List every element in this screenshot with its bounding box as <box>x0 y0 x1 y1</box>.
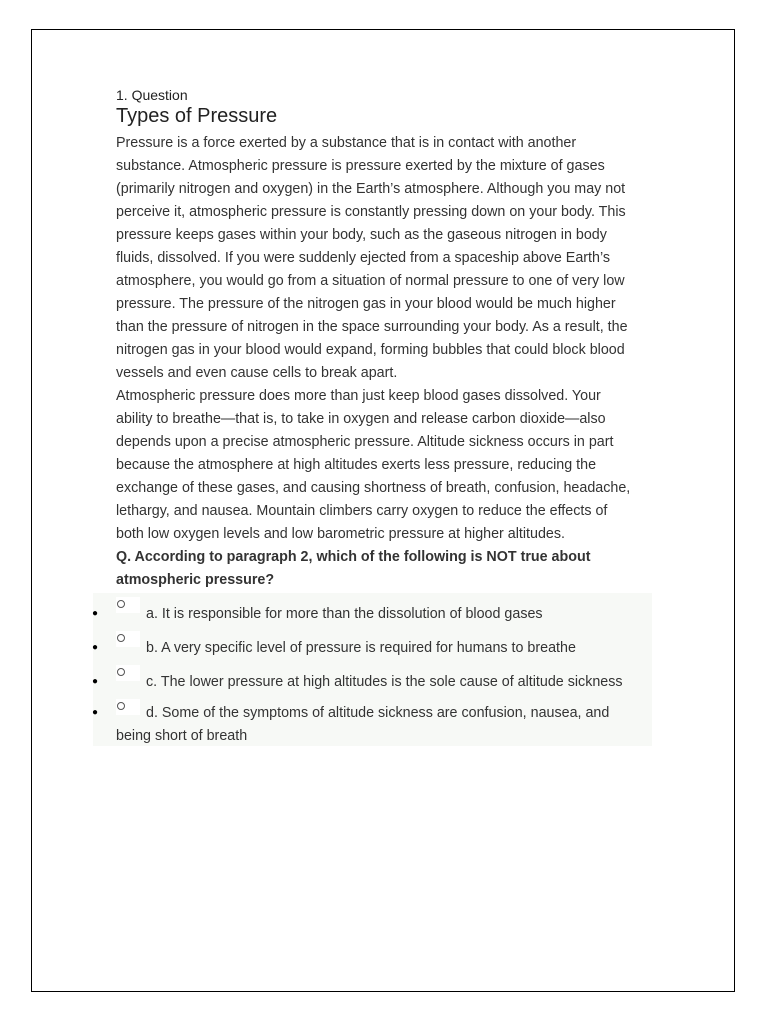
passage-line: fluids, dissolved. If you were suddenly ejected from a spaceship above Earth’s <box>116 250 611 266</box>
question-number: 1. Question <box>116 87 188 103</box>
passage-line: perceive it, atmospheric pressure is constantly pressing down on your body. This <box>116 204 626 220</box>
passage-line: pressure keeps gases within your body, such as the gaseous nitrogen in body <box>116 227 607 243</box>
answer-option-label: d. Some of the symptoms of altitude sickness are confusion, nausea, and being short of breath <box>116 705 610 744</box>
passage-line: because the atmosphere at high altitudes exerts less pressure, reducing the <box>116 457 597 473</box>
passage-line: nitrogen gas in your blood would expand, forming bubbles that could block blood <box>116 342 625 358</box>
passage-line: than the pressure of nitrogen in the space surrounding your body. As a result, the <box>116 319 628 335</box>
passage-line: (primarily nitrogen and oxygen) in the Earth’s atmosphere. Although you may not <box>116 181 626 197</box>
passage-paragraph-2 <box>116 385 656 546</box>
radio-button-b[interactable] <box>116 631 140 647</box>
answer-option-label: a. It is responsible for more than the dissolution of blood gases <box>146 606 543 622</box>
passage-line: substance. Atmospheric pressure is pressure exerted by the mixture of gases <box>116 158 605 174</box>
bullet-icon: ● <box>92 676 99 687</box>
passage-line: Atmospheric pressure does more than just keep blood gases dissolved. Your <box>116 388 601 404</box>
passage-line: depends upon a precise atmospheric pressure. Altitude sickness occurs in part <box>116 434 614 450</box>
question-content <box>116 86 656 592</box>
answer-option-label: c. The lower pressure at high altitudes is the sole cause of altitude sickness <box>146 674 623 690</box>
passage-line: vessels and even cause cells to break apart. <box>116 365 398 381</box>
question-prompt <box>116 546 656 592</box>
passage-line: exchange of these gases, and causing shortness of breath, confusion, headache, <box>116 480 631 496</box>
radio-circle-icon <box>117 600 125 608</box>
question-title: Types of Pressure <box>116 105 278 127</box>
passage-line: both low oxygen levels and low barometric pressure at higher altitudes. <box>116 526 566 542</box>
radio-circle-icon <box>117 634 125 642</box>
radio-circle-icon <box>117 668 125 676</box>
passage-line: ability to breathe—that is, to take in oxygen and release carbon dioxide—also <box>116 411 606 427</box>
answer-option-label: b. A very specific level of pressure is required for humans to breathe <box>146 640 576 656</box>
passage-line: atmosphere, you would go from a situation of normal pressure to one of very low <box>116 273 625 289</box>
bullet-icon: ● <box>92 707 99 718</box>
bullet-icon: ● <box>92 642 99 653</box>
passage-line: pressure. The pressure of the nitrogen gas in your blood would be much higher <box>116 296 616 312</box>
passage-line: lethargy, and nausea. Mountain climbers carry oxygen to reduce the effects of <box>116 503 608 519</box>
radio-button-a[interactable] <box>116 597 140 613</box>
passage-line: Pressure is a force exerted by a substance that is in contact with another <box>116 135 577 151</box>
prompt-line: Q. According to paragraph 2, which of the following is NOT true about <box>116 549 591 565</box>
radio-button-c[interactable] <box>116 665 140 681</box>
passage-paragraph-1 <box>116 132 656 385</box>
prompt-line: atmospheric pressure? <box>116 572 275 588</box>
bullet-icon: ● <box>92 608 99 619</box>
